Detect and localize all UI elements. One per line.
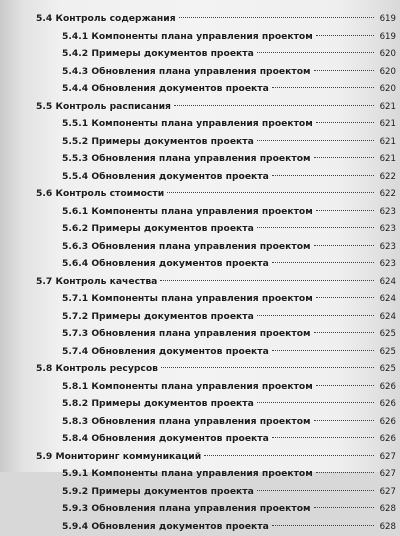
toc-page-number: 624 bbox=[376, 309, 396, 327]
dot-leader bbox=[314, 420, 374, 421]
toc-page-number: 620 bbox=[376, 81, 396, 99]
toc-entry-label: 5.8.2 Примеры документов проекта bbox=[62, 395, 254, 413]
toc-page-number: 628 bbox=[376, 519, 396, 536]
toc-page-number: 627 bbox=[376, 466, 396, 484]
toc-page-number: 621 bbox=[376, 99, 396, 117]
toc-section-entry bbox=[0, 448, 400, 466]
dot-leader bbox=[316, 472, 374, 473]
toc-page-number: 621 bbox=[376, 116, 396, 134]
toc-entry-label: 5.8.3 Обновления плана управления проектом bbox=[62, 413, 311, 431]
dot-leader bbox=[272, 525, 374, 526]
toc-entry-label: 5.5.4 Обновления документов проекта bbox=[62, 168, 269, 186]
dot-leader bbox=[314, 157, 374, 158]
toc-section-entry bbox=[0, 273, 400, 291]
toc-section-entry bbox=[0, 185, 400, 203]
toc-page-number: 626 bbox=[376, 379, 396, 397]
dot-leader bbox=[314, 70, 374, 71]
toc-subsection-entry bbox=[0, 518, 400, 536]
toc-page-number: 619 bbox=[376, 29, 396, 47]
dot-leader bbox=[257, 52, 374, 53]
toc-page-number: 623 bbox=[376, 256, 396, 274]
toc-subsection-entry bbox=[0, 220, 400, 238]
toc-page-number: 625 bbox=[376, 344, 396, 362]
dot-leader bbox=[179, 17, 374, 18]
toc-entry-label: 5.7.1 Компоненты плана управления проектом bbox=[62, 290, 313, 308]
toc-entry-label: 5.6.4 Обновления документов проекта bbox=[62, 255, 269, 273]
toc-page-number: 624 bbox=[376, 291, 396, 309]
toc-entry-label: 5.4.3 Обновления плана управления проектом bbox=[62, 63, 311, 81]
toc-entry-label: 5.8.1 Компоненты плана управления проектом bbox=[62, 378, 313, 396]
dot-leader bbox=[316, 35, 374, 36]
toc-page-number: 619 bbox=[376, 11, 396, 29]
dot-leader bbox=[272, 175, 374, 176]
toc-subsection-entry bbox=[0, 343, 400, 361]
toc-page-number: 626 bbox=[376, 396, 396, 414]
toc-page-number: 628 bbox=[376, 501, 396, 519]
toc-entry-label: 5.7.4 Обновления документов проекта bbox=[62, 343, 269, 361]
dot-leader bbox=[257, 490, 374, 491]
dot-leader bbox=[257, 140, 374, 141]
toc-entry-label: 5.6.1 Компоненты плана управления проектом bbox=[62, 203, 313, 221]
toc-page-number: 625 bbox=[376, 326, 396, 344]
toc-subsection-entry bbox=[0, 133, 400, 151]
toc-page-number: 620 bbox=[376, 46, 396, 64]
toc-page-number: 621 bbox=[376, 151, 396, 169]
toc-page-number: 623 bbox=[376, 204, 396, 222]
toc-entry-label: 5.7.3 Обновления плана управления проектом bbox=[62, 325, 311, 343]
dot-leader bbox=[316, 122, 374, 123]
dot-leader bbox=[272, 437, 374, 438]
toc-subsection-entry bbox=[0, 238, 400, 256]
dot-leader bbox=[272, 350, 374, 351]
toc-entry-label: 5.4.1 Компоненты плана управления проектом bbox=[62, 28, 313, 46]
toc-entry-label: 5.8.4 Обновления документов проекта bbox=[62, 430, 269, 448]
toc-entry-label: 5.6 Контроль стоимости bbox=[36, 185, 164, 203]
toc-entry-label: 5.4.2 Примеры документов проекта bbox=[62, 45, 254, 63]
toc-subsection-entry bbox=[0, 308, 400, 326]
toc-subsection-entry bbox=[0, 483, 400, 501]
toc-entry-label: 5.9.1 Компоненты плана управления проектом bbox=[62, 465, 313, 483]
toc-entry-label: 5.6.3 Обновления плана управления проектом bbox=[62, 238, 311, 256]
dot-leader bbox=[272, 262, 374, 263]
toc-entry-label: 5.7.2 Примеры документов проекта bbox=[62, 308, 254, 326]
toc-page-number: 623 bbox=[376, 239, 396, 257]
dot-leader bbox=[314, 245, 374, 246]
table-of-contents bbox=[0, 10, 400, 535]
dot-leader bbox=[160, 280, 374, 281]
toc-entry-label: 5.9.4 Обновления документов проекта bbox=[62, 518, 269, 536]
toc-subsection-entry bbox=[0, 28, 400, 46]
toc-entry-label: 5.9.3 Обновления плана управления проектом bbox=[62, 500, 311, 518]
toc-entry-label: 5.9.2 Примеры документов проекта bbox=[62, 483, 254, 501]
toc-entry-label: 5.9 Мониторинг коммуникаций bbox=[36, 448, 201, 466]
dot-leader bbox=[272, 87, 374, 88]
toc-entry-label: 5.7 Контроль качества bbox=[36, 273, 157, 291]
toc-entry-label: 5.5 Контроль расписания bbox=[36, 98, 171, 116]
dot-leader bbox=[257, 402, 374, 403]
dot-leader bbox=[167, 192, 374, 193]
toc-entry-label: 5.8 Контроль ресурсов bbox=[36, 360, 158, 378]
toc-subsection-entry bbox=[0, 465, 400, 483]
dot-leader bbox=[314, 332, 374, 333]
toc-page-number: 620 bbox=[376, 64, 396, 82]
toc-subsection-entry bbox=[0, 80, 400, 98]
toc-subsection-entry bbox=[0, 378, 400, 396]
toc-section-entry bbox=[0, 360, 400, 378]
toc-subsection-entry bbox=[0, 290, 400, 308]
dot-leader bbox=[204, 455, 374, 456]
dot-leader bbox=[316, 297, 374, 298]
toc-subsection-entry bbox=[0, 115, 400, 133]
toc-subsection-entry bbox=[0, 430, 400, 448]
toc-subsection-entry bbox=[0, 413, 400, 431]
dot-leader bbox=[316, 385, 374, 386]
toc-subsection-entry bbox=[0, 395, 400, 413]
toc-page-number: 626 bbox=[376, 414, 396, 432]
toc-entry-label: 5.5.1 Компоненты плана управления проектом bbox=[62, 115, 313, 133]
toc-section-entry bbox=[0, 98, 400, 116]
toc-page-number: 625 bbox=[376, 361, 396, 379]
toc-page-number: 622 bbox=[376, 186, 396, 204]
toc-page-number: 627 bbox=[376, 449, 396, 467]
toc-subsection-entry bbox=[0, 500, 400, 518]
toc-page-number: 624 bbox=[376, 274, 396, 292]
toc-section-entry bbox=[0, 10, 400, 28]
toc-page-number: 621 bbox=[376, 134, 396, 152]
toc-subsection-entry bbox=[0, 168, 400, 186]
dot-leader bbox=[257, 227, 374, 228]
toc-entry-label: 5.4 Контроль содержания bbox=[36, 10, 176, 28]
dot-leader bbox=[316, 210, 374, 211]
toc-subsection-entry bbox=[0, 150, 400, 168]
toc-subsection-entry bbox=[0, 203, 400, 221]
toc-entry-label: 5.6.2 Примеры документов проекта bbox=[62, 220, 254, 238]
dot-leader bbox=[257, 315, 374, 316]
toc-page-number: 627 bbox=[376, 484, 396, 502]
dot-leader bbox=[161, 367, 374, 368]
dot-leader bbox=[174, 105, 374, 106]
toc-subsection-entry bbox=[0, 45, 400, 63]
toc-entry-label: 5.5.3 Обновления плана управления проектом bbox=[62, 150, 311, 168]
toc-page-number: 623 bbox=[376, 221, 396, 239]
toc-page-number: 626 bbox=[376, 431, 396, 449]
dot-leader bbox=[314, 507, 374, 508]
toc-subsection-entry bbox=[0, 255, 400, 273]
toc-entry-label: 5.5.2 Примеры документов проекта bbox=[62, 133, 254, 151]
toc-page-number: 622 bbox=[376, 169, 396, 187]
toc-subsection-entry bbox=[0, 325, 400, 343]
toc-entry-label: 5.4.4 Обновления документов проекта bbox=[62, 80, 269, 98]
toc-subsection-entry bbox=[0, 63, 400, 81]
